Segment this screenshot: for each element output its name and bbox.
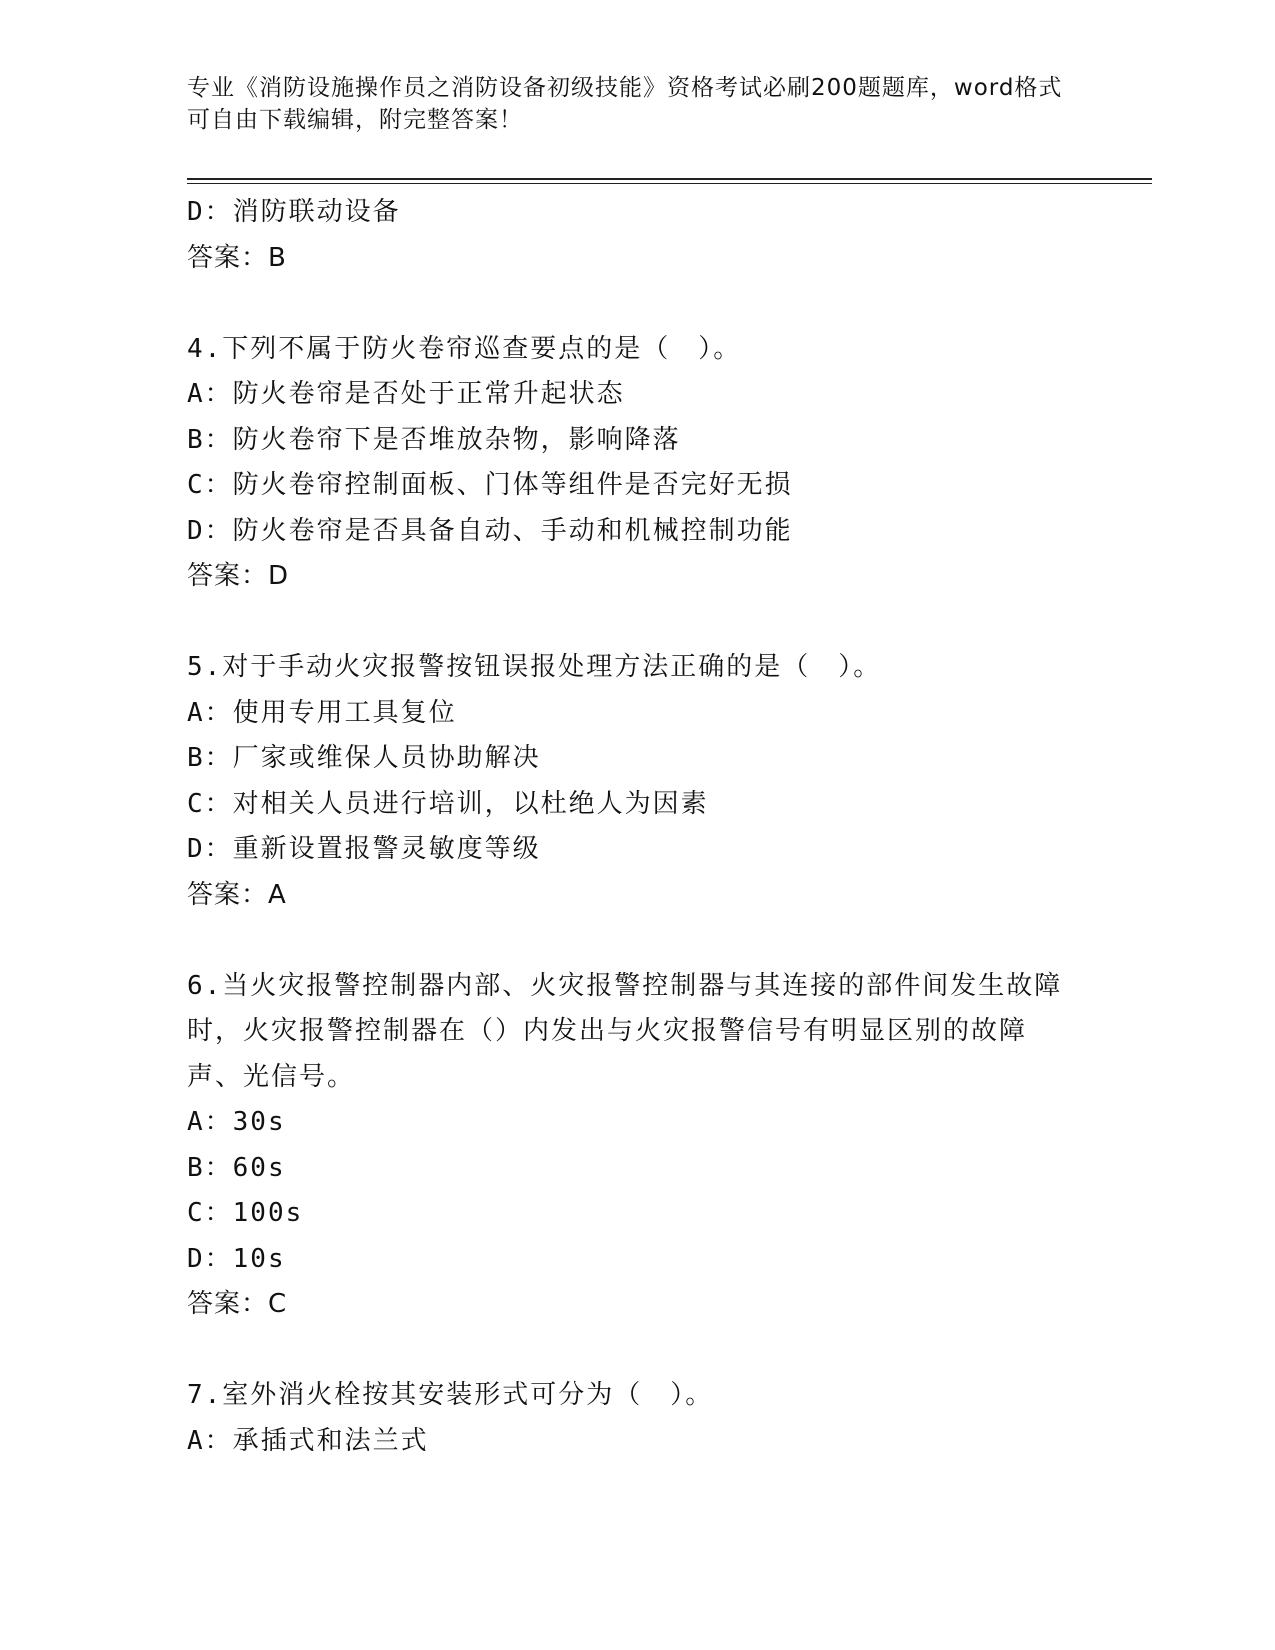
document-header: 专业《消防设施操作员之消防设备初级技能》资格考试必刷200题题库，word格式可自由下载编辑，附完整答案！	[187, 75, 1063, 133]
option-a: A：防火卷帘是否处于正常升起状态	[187, 379, 625, 409]
option-d: D：10s	[187, 1243, 286, 1274]
spacer	[187, 1328, 1067, 1374]
spacer	[187, 600, 1067, 646]
option-c: C：防火卷帘控制面板、门体等组件是否完好无损	[187, 470, 793, 500]
question-4	[187, 327, 1067, 600]
carry-over-option-d: D：消防联动设备	[187, 197, 401, 227]
header-rule-thin	[187, 183, 1152, 184]
question-stem: 6.当火灾报警控制器内部、火灾报警控制器与其连接的部件间发生故障时，火灾报警控制器在（）内发出与火灾报警信号有明显区别的故障声、光信号。	[187, 970, 1063, 1092]
option-d: D：防火卷帘是否具备自动、手动和机械控制功能	[187, 515, 793, 546]
carry-over-answer: 答案：B	[187, 242, 287, 273]
option-b: B：60s	[187, 1152, 286, 1183]
answer: 答案：A	[187, 879, 287, 910]
answer: 答案：C	[187, 1289, 288, 1319]
option-a: A：承插式和法兰式	[187, 1425, 429, 1456]
question-6	[187, 964, 1067, 1328]
option-b: B：防火卷帘下是否堆放杂物，影响降落	[187, 424, 681, 455]
option-c: C：100s	[187, 1198, 304, 1228]
spacer	[187, 918, 1067, 964]
question-stem: 5.对于手动火灾报警按钮误报处理方法正确的是（ ）。	[187, 652, 882, 682]
option-c: C：对相关人员进行培训，以杜绝人为因素	[187, 788, 709, 819]
option-d: D：重新设置报警灵敏度等级	[187, 834, 541, 864]
question-stem: 4.下列不属于防火卷帘巡查要点的是（ ）。	[187, 333, 742, 364]
question-list	[187, 190, 1067, 1464]
option-a: A：30s	[187, 1107, 286, 1137]
question-7	[187, 1373, 1067, 1464]
option-a: A：使用专用工具复位	[187, 697, 457, 728]
spacer	[187, 281, 1067, 327]
header-rule-thick	[187, 178, 1152, 180]
question-stem: 7.室外消火栓按其安装形式可分为（ ）。	[187, 1380, 714, 1410]
question-5	[187, 645, 1067, 918]
option-b: B：厂家或维保人员协助解决	[187, 743, 541, 773]
answer: 答案：D	[187, 561, 290, 591]
